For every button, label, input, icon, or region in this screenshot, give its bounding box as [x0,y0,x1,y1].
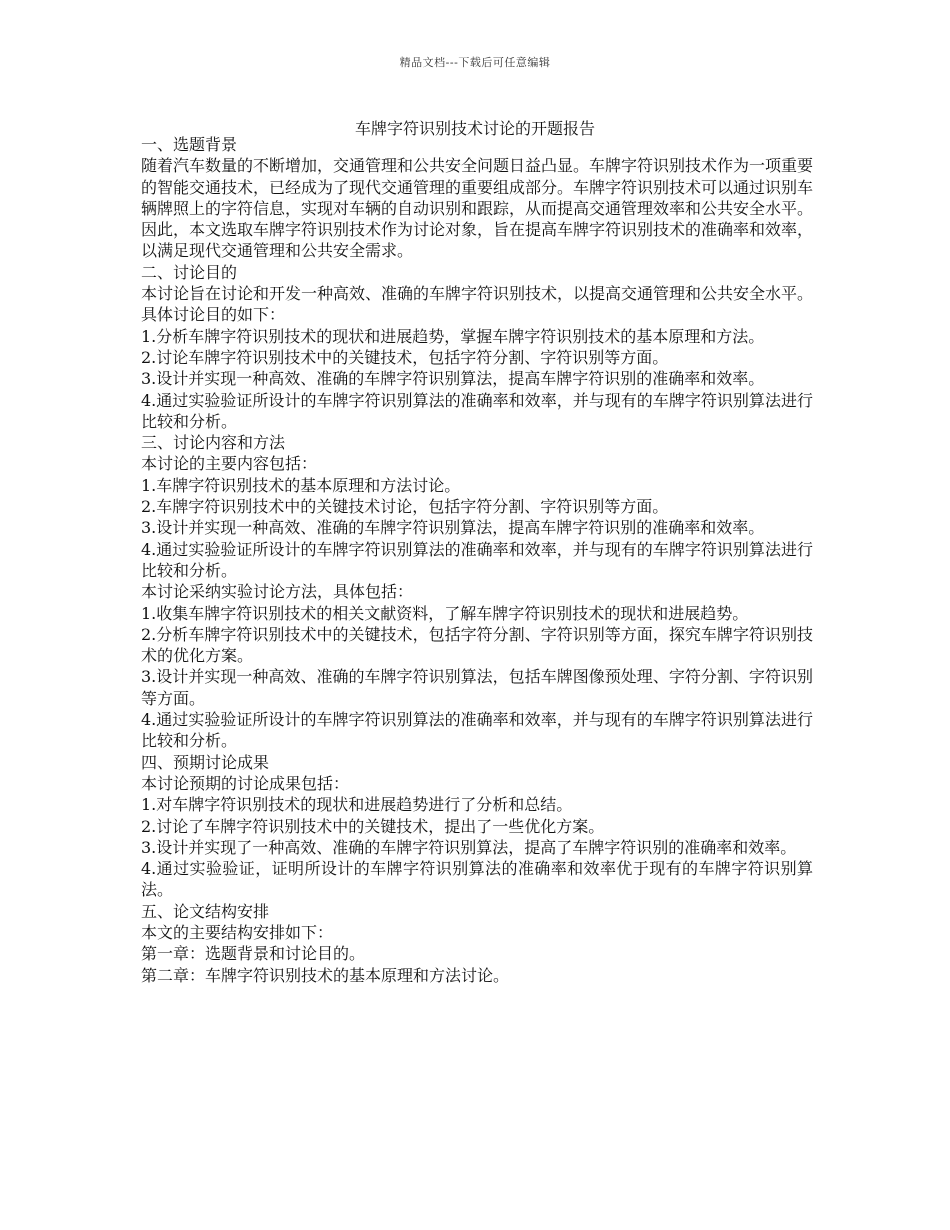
list-item: 1.对车牌字符识别技术的现状和进展趋势进行了分析和总结。 [141,795,573,815]
list-item: 3.设计并实现一种高效、准确的车牌字符识别算法，提高车牌字符识别的准确率和效率。 [141,518,765,538]
paragraph: 随着汽车数量的不断增加，交通管理和公共安全问题日益凸显。车牌字符识别技术作为一项重要的智能交通技术，已经成为了现代交通管理的重要组成部分。车牌字符识别技术可以通过识别车辆牌照上的字符信息，实现对车辆的自动识别和跟踪，从而提高交通管理效率和公共安全水平。因此，本文选取车牌字符识别技术作为讨论对象，旨在提高车牌字符识别技术的准确率和效率，以满足现代交通管理和公共安全需求。 [141,156,814,261]
document-title: 车牌字符识别技术讨论的开题报告 [354,119,595,138]
list-item: 2.讨论了车牌字符识别技术中的关键技术，提出了一些优化方案。 [141,816,605,836]
section-heading: 一、选题背景 [141,135,238,154]
list-item: 4.通过实验验证所设计的车牌字符识别算法的准确率和效率，并与现有的车牌字符识别算法进行比较和分析。 [141,710,813,751]
section-heading: 三、讨论内容和方法 [141,433,286,453]
section-heading: 二、讨论目的 [141,262,238,282]
list-item: 3.设计并实现一种高效、准确的车牌字符识别算法，提高车牌字符识别的准确率和效率。 [141,369,765,389]
document-body [141,134,813,986]
paragraph: 本文的主要结构安排如下： [141,922,334,942]
paragraph: 本讨论预期的讨论成果包括： [141,773,350,793]
list-item: 3.设计并实现了一种高效、准确的车牌字符识别算法，提高了车牌字符识别的准确率和效率。 [141,837,797,857]
list-item: 1.车牌字符识别技术的基本原理和方法讨论。 [141,475,461,495]
list-item: 4.通过实验验证所设计的车牌字符识别算法的准确率和效率，并与现有的车牌字符识别算法进行比较和分析。 [141,390,813,431]
page-header: 精品文档---下载后可任意编辑 [399,56,551,69]
list-item: 4.通过实验验证，证明所设计的车牌字符识别算法的准确率和效率优于现有的车牌字符识别算法。 [141,859,813,900]
section-heading: 五、论文结构安排 [141,901,270,921]
list-item: 3.设计并实现一种高效、准确的车牌字符识别算法，包括车牌图像预处理、字符分割、字符识别等方面。 [141,667,813,708]
list-item: 2.车牌字符识别技术中的关键技术讨论，包括字符分割、字符识别等方面。 [141,497,669,517]
paragraph: 本讨论旨在讨论和开发一种高效、准确的车牌字符识别技术，以提高交通管理和公共安全水平。具体讨论目的如下： [141,284,814,325]
list-item: 1.分析车牌字符识别技术的现状和进展趋势，掌握车牌字符识别技术的基本原理和方法。 [141,326,765,346]
list-item: 4.通过实验验证所设计的车牌字符识别算法的准确率和效率，并与现有的车牌字符识别算法进行比较和分析。 [141,539,813,580]
list-item: 2.分析车牌字符识别技术中的关键技术，包括字符分割、字符识别等方面，探究车牌字符识别技术的优化方案。 [141,624,813,666]
section-heading: 四、预期讨论成果 [141,752,270,772]
list-item: 第一章：选题背景和讨论目的。 [141,944,366,964]
list-item: 第二章：车牌字符识别技术的基本原理和方法讨论。 [141,965,510,985]
list-item: 1.收集车牌字符识别技术的相关文献资料，了解车牌字符识别技术的现状和进展趋势。 [141,603,749,623]
list-item: 2.讨论车牌字符识别技术中的关键技术，包括字符分割、字符识别等方面。 [141,347,669,367]
paragraph: 本讨论的主要内容包括： [141,454,318,474]
paragraph: 本讨论采纳实验讨论方法，具体包括： [141,582,414,602]
